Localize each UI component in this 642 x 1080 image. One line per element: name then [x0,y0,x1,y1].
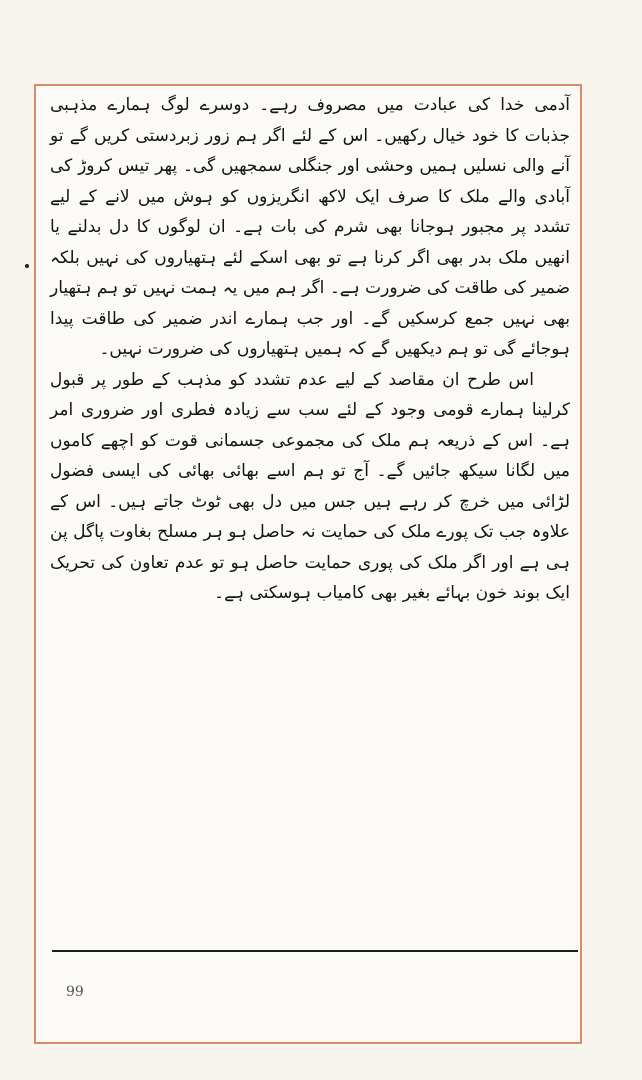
paragraph-2: اس طرح ان مقاصد کے لیے عدم تشدد کو مذہب کے طور پر قبول کرلینا ہمارے قومی وجود کے لئے سب سے زیادہ فطری اور ضروری امر ہے۔ اس کے ذریعہ ہم ملک کی مجموعی جسمانی قوت کو اچھے کاموں میں لگانا سیکھ جائیں گے۔ آج تو ہم اسے بھائی بھائی کی ایسی فضول لڑائی میں خرچ کر رہے ہیں جس میں دل بھی ٹوٹ جاتے ہیں۔ اس کے علاوہ جب تک پورے ملک کی حمایت نہ حاصل ہو ہر مسلح بغاوت پاگل پن ہی ہے اور اگر ملک کی پوری حمایت حاصل ہو تو عدم تعاون کی تحریک ایک بوند خون بہائے بغیر بھی کامیاب ہوسکتی ہے۔ [50,369,570,603]
margin-dot [25,264,29,268]
body-text [50,90,570,609]
paragraph-1: آدمی خدا کی عبادت میں مصروف رہے۔ دوسرے لوگ ہمارے مذہبی جذبات کا خود خیال رکھیں۔ اس کے لئے اگر ہم زور زبردستی کریں گے تو آنے والی نسلیں ہمیں وحشی اور جنگلی سمجھیں گی۔ پھر تیس کروڑ کی آبادی والے ملک کا صرف ایک لاکھ انگریزوں کو ہوش میں لانے کے لیے تشدد پر مجبور ہوجانا بھی شرم کی بات ہے۔ ان لوگوں کا دل بدلنے یا انھیں ملک بدر بھی اگر کرنا ہے تو بھی اسکے لئے ہتھیاروں کی نہیں بلکہ ضمیر کی طاقت کی ضرورت ہے۔ اگر ہم میں یہ ہمت نہیں تو ہم ہتھیار بھی نہیں جمع کرسکیں گے۔ اور جب ہمارے اندر ضمیر کی طاقت پیدا ہوجائے گی تو ہم دیکھیں گے کہ ہمیں ہتھیاروں کی ضرورت نہیں۔ [50,95,570,359]
footer-rule [52,950,578,952]
page-number: 99 [66,984,84,1000]
